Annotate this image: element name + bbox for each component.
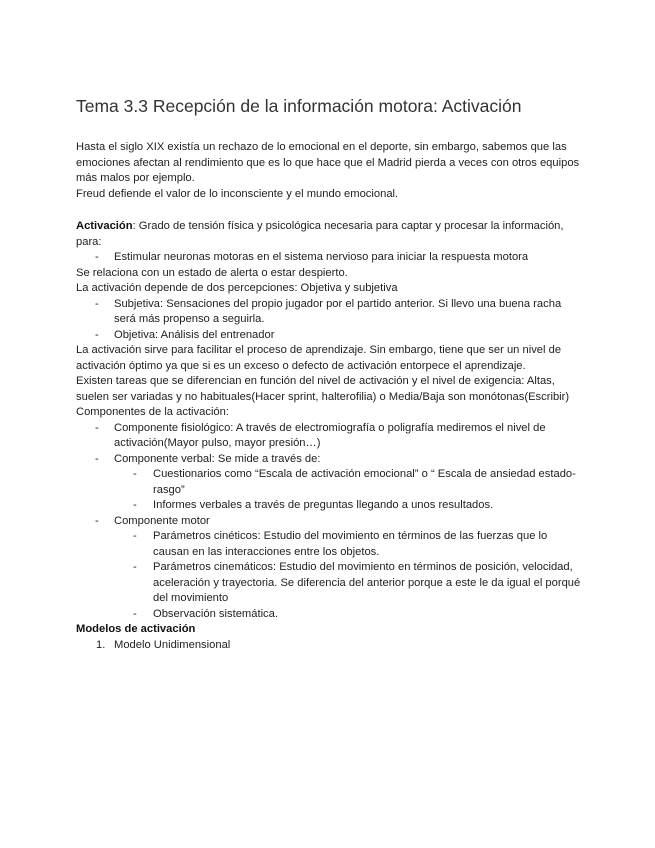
list-item: - Subjetiva: Sensaciones del propio jugador por el partido anterior. Si llevo una buena racha será más propenso a seguirla.	[95, 297, 562, 325]
bullet-marker: -	[133, 561, 137, 573]
activacion-term: Activación	[76, 220, 133, 232]
list-item: - Observación sistemática.	[76, 607, 586, 623]
bullet-marker: -	[95, 297, 99, 310]
bullet-marker: -	[95, 328, 99, 341]
bullet-marker: -	[95, 421, 99, 434]
percepciones-paragraph: La activación depende de dos percepciones: Objetiva y subjetiva	[76, 282, 398, 294]
intro-paragraph: Hasta el siglo XIX existía un rechazo de lo emocional en el deporte, sin embargo, sabemos que las emociones afectan al rendimiento que es lo que hace que el Madrid pierda a veces con otros equipos más malos por ejemplo.	[76, 141, 580, 184]
list-item: - Componente fisiológico: A través de electromiografía o poligrafía mediremos el nivel de activación(Mayor pulso, mayor presión…)	[95, 421, 546, 449]
list-item: - Estimular neuronas motoras en el sistema nervioso para iniciar la respuesta motora	[76, 250, 586, 266]
bullet-marker: -	[133, 607, 137, 620]
bullet-marker: -	[133, 468, 137, 480]
activacion-definition-text: : Grado de tensión física y psicológica necesaria para captar y procesar la información, para:	[76, 220, 564, 248]
bullet-marker: -	[95, 452, 99, 465]
list-item: - Parámetros cinemáticos: Estudio del movimiento en términos de posición, velocidad, aceleración y trayectoria. Se diferencia del anterior porque a este le da igual el porqué del movimiento	[133, 561, 581, 604]
list-item: - Objetiva: Análisis del entrenador	[76, 328, 586, 344]
freud-paragraph: Freud defiende el valor de lo inconsciente y el mundo emocional.	[76, 187, 399, 200]
list-number: 1.	[96, 638, 106, 651]
bullet-marker: -	[95, 514, 99, 527]
page-title: Tema 3.3 Recepción de la información motora: Activación	[76, 96, 522, 116]
bullet-marker: -	[95, 251, 99, 263]
numbered-item: 1. Modelo Unidimensional	[76, 638, 586, 654]
list-item: - Componente verbal: Se mide a través de:	[76, 452, 586, 468]
activacion-definition	[76, 219, 586, 250]
alerta-paragraph: Se relaciona con un estado de alerta o estar despierto.	[76, 266, 348, 279]
modelos-heading: Modelos de activación	[76, 623, 196, 635]
componentes-heading: Componentes de la activación:	[76, 406, 229, 418]
bullet-marker: -	[133, 499, 137, 511]
list-item: - Informes verbales a través de preguntas llegando a unos resultados.	[76, 498, 586, 514]
tareas-paragraph: Existen tareas que se diferencian en función del nivel de activación y el nivel de exigencia: Altas, suelen ser variadas y no habituales(Hacer sprint, halterofilia) o Media/Baja son monótonas(Escribir)	[76, 375, 570, 403]
list-item: - Parámetros cinéticos: Estudio del movimiento en términos de las fuerzas que lo causan en las interacciones entre los objetos.	[133, 530, 548, 558]
bullet-marker: -	[133, 530, 137, 542]
list-item: - Componente motor	[76, 514, 586, 530]
aprendizaje-paragraph: La activación sirve para facilitar el proceso de aprendizaje. Sin embargo, tiene que ser un nivel de activación óptimo ya que si es un exceso o defecto de activación entorpece el aprendizaje.	[76, 344, 562, 372]
document-body	[76, 140, 586, 653]
list-item: - Cuestionarios como “Escala de activación emocional” o “ Escala de ansiedad estado-rasgo”	[133, 468, 576, 496]
